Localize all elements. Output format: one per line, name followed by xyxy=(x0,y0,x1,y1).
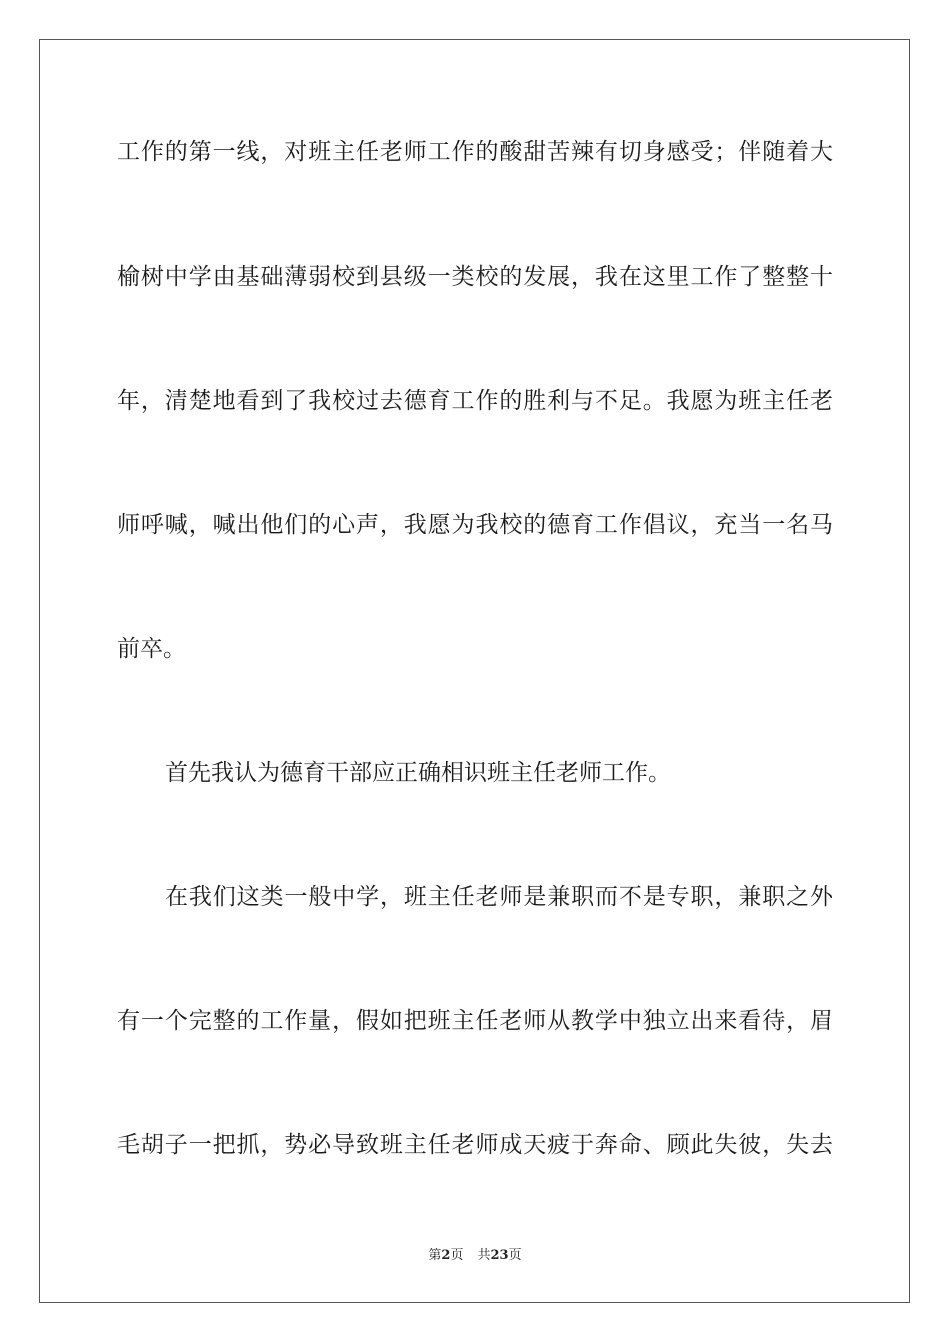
text-line-4: 师呼喊，喊出他们的心声，我愿为我校的德育工作倡议，充当一名马 xyxy=(117,512,833,538)
page-frame xyxy=(39,39,910,1303)
paragraph-first-line: 在我们这类一般中学，班主任老师是兼职而不是专职，兼职之外 xyxy=(165,884,833,910)
page-number: 2 xyxy=(441,1248,451,1263)
page-footer xyxy=(0,1247,950,1265)
text-line-2: 榆树中学由基础薄弱校到县级一类校的发展，我在这里工作了整整十 xyxy=(117,264,833,290)
text-line-1: 工作的第一线，对班主任老师工作的酸甜苦辣有切身感受；伴随着大 xyxy=(117,139,833,165)
text-line-3: 年，清楚地看到了我校过去德育工作的胜利与不足。我愿为班主任老 xyxy=(117,388,833,414)
page-suffix: 页 xyxy=(450,1248,464,1263)
paragraph-first-line: 首先我认为德育干部应正确相识班主任老师工作。 xyxy=(165,760,671,786)
text-line-8: 有一个完整的工作量，假如把班主任老师从教学中独立出来看待，眉 xyxy=(117,1008,833,1034)
page-prefix: 第 xyxy=(428,1248,442,1263)
total-suffix: 页 xyxy=(508,1248,522,1263)
text-line-5: 前卒。 xyxy=(117,636,186,662)
total-pages: 23 xyxy=(490,1248,509,1263)
total-prefix: 共 xyxy=(477,1248,491,1263)
text-line-9: 毛胡子一把抓，势必导致班主任老师成天疲于奔命、顾此失彼，失去 xyxy=(117,1132,833,1158)
